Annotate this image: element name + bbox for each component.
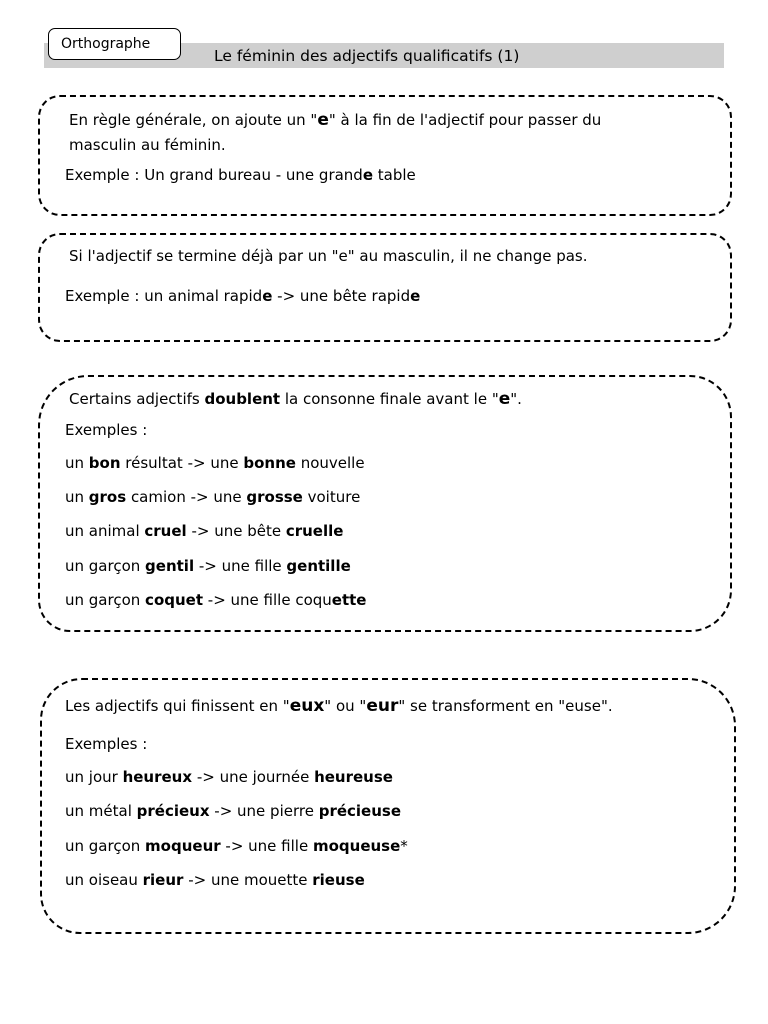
section-tab [48, 28, 181, 60]
rule3-example: un garçon gentil -> une fille gentille [65, 557, 351, 575]
rule4-example: un métal précieux -> une pierre précieuse [65, 802, 401, 820]
rule4-example: un garçon moqueur -> une fille moqueuse* [65, 837, 408, 855]
rule3-example: un garçon coquet -> une fille coquette [65, 591, 367, 609]
rule1-line1: En règle générale, on ajoute un "e" à la fin de l'adjectif pour passer du [69, 110, 602, 130]
rule1-example: Exemple : Un grand bureau - une grande table [65, 166, 416, 184]
rule3-example: un animal cruel -> une bête cruelle [65, 522, 344, 540]
rule3-intro: Certains adjectifs doublent la consonne finale avant le "e". [69, 389, 522, 409]
page-title: Le féminin des adjectifs qualificatifs (1) [214, 47, 520, 65]
section-tab-label: Orthographe [61, 36, 151, 52]
rule2-example: Exemple : un animal rapide -> une bête rapide [65, 287, 421, 305]
rule4-examples-label: Exemples : [65, 735, 148, 753]
rule2-line1: Si l'adjectif se termine déjà par un "e" au masculin, il ne change pas. [69, 247, 588, 265]
rule4-example: un oiseau rieur -> une mouette rieuse [65, 871, 365, 889]
rule3-examples-label: Exemples : [65, 421, 148, 439]
rule4-example: un jour heureux -> une journée heureuse [65, 768, 393, 786]
rule3-example: un bon résultat -> une bonne nouvelle [65, 454, 365, 472]
rule3-example: un gros camion -> une grosse voiture [65, 488, 361, 506]
rule1-line2: masculin au féminin. [69, 136, 226, 154]
rule4-intro: Les adjectifs qui finissent en "eux" ou "eur" se transforment en "euse". [65, 696, 613, 716]
